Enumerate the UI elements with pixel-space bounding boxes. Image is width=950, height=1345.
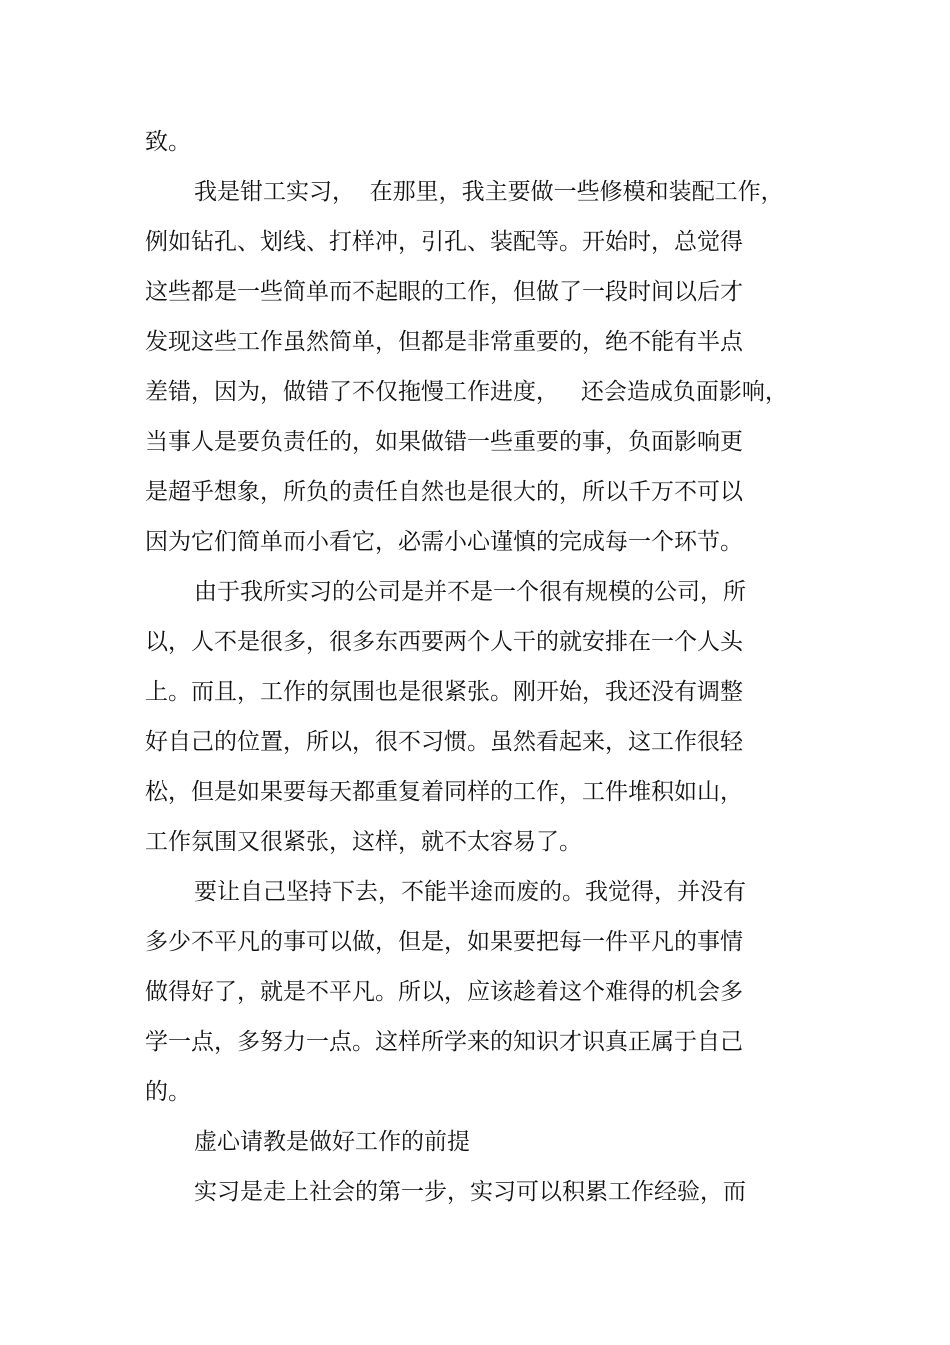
text-line-22: 实习是走上社会的第一步，实习可以积累工作经验，而 <box>194 1179 746 1205</box>
text-line-7: 当事人是要负责任的，如果做错一些重要的事，负面影响更 <box>145 429 743 455</box>
text-line-5: 发现这些工作虽然简单，但都是非常重要的，绝不能有半点 <box>145 329 743 355</box>
text-line-17: 多少不平凡的事可以做，但是，如果要把每一件平凡的事情 <box>145 929 743 955</box>
text-line-10: 由于我所实习的公司是并不是一个很有规模的公司，所 <box>194 579 746 605</box>
text-line-15: 工作氛围又很紧张，这样，就不太容易了。 <box>145 829 582 855</box>
text-line-9: 因为它们简单而小看它，必需小心谨慎的完成每一个环节。 <box>145 529 743 555</box>
text-line-11: 以，人不是很多，很多东西要两个人干的就安排在一个人头 <box>145 629 743 655</box>
text-line-14: 松，但是如果要每天都重复着同样的工作，工件堆积如山， <box>145 779 743 805</box>
section-heading: 虚心请教是做好工作的前提 <box>194 1129 470 1155</box>
text-line-16: 要让自己坚持下去，不能半途而废的。我觉得，并没有 <box>194 879 746 905</box>
text-line-2: 我是钳工实习， 在那里，我主要做一些修模和装配工作， <box>194 179 784 205</box>
text-line-20: 的。 <box>145 1079 191 1105</box>
text-line-8: 是超乎想象，所负的责任自然也是很大的，所以千万不可以 <box>145 479 743 505</box>
text-line-19: 学一点，多努力一点。这样所学来的知识才识真正属于自己 <box>145 1029 743 1055</box>
text-line-1: 致。 <box>145 129 191 155</box>
text-line-6: 差错，因为，做错了不仅拖慢工作进度， 还会造成负面影响， <box>145 379 788 405</box>
text-line-13: 好自己的位置，所以，很不习惯。虽然看起来，这工作很轻 <box>145 729 743 755</box>
text-line-4: 这些都是一些简单而不起眼的工作，但做了一段时间以后才 <box>145 279 743 305</box>
text-line-12: 上。而且，工作的氛围也是很紧张。刚开始，我还没有调整 <box>145 679 743 705</box>
text-line-18: 做得好了，就是不平凡。所以，应该趁着这个难得的机会多 <box>145 979 743 1005</box>
text-line-3: 例如钻孔、划线、打样冲，引孔、装配等。开始时，总觉得 <box>145 229 743 255</box>
